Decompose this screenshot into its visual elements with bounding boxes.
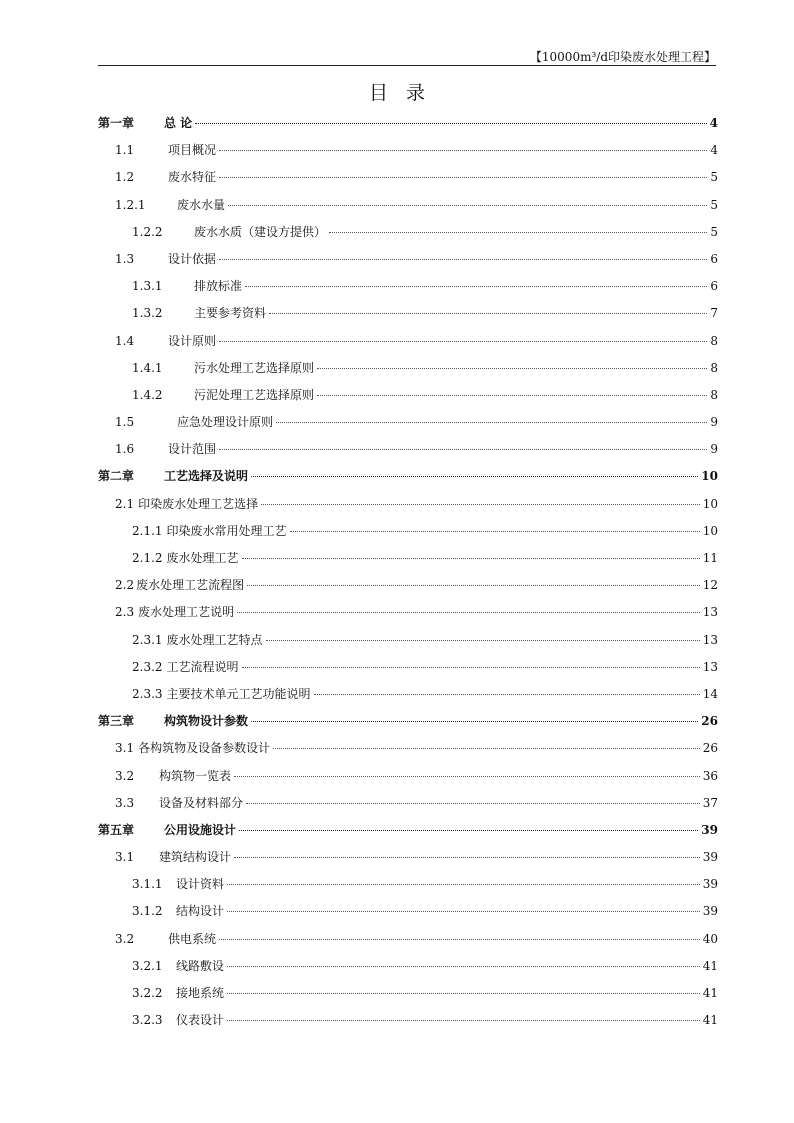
toc-number: 3.2.2: [132, 986, 163, 1000]
toc-number: 1.3.1: [132, 279, 163, 294]
toc-page-number: 8: [710, 333, 718, 348]
header-rule: [98, 65, 716, 66]
toc-label: 公用设施设计: [164, 822, 237, 837]
toc-entry[interactable]: [98, 1011, 718, 1038]
toc-number: 1.5: [115, 415, 135, 430]
toc-label: 废水处理工艺特点: [166, 632, 263, 647]
toc-page-number: 7: [710, 306, 718, 321]
toc-number: 1.2.2: [132, 224, 163, 239]
page-title: 目录: [368, 82, 443, 104]
toc-entry[interactable]: [98, 332, 718, 359]
toc-leader: [266, 640, 700, 641]
toc-label: 废水水质（建设方提供）: [194, 224, 327, 239]
toc-number: 1.6: [115, 442, 135, 457]
toc-entry-chapter[interactable]: [98, 821, 718, 848]
toc-leader: [219, 939, 700, 940]
toc-number: 2.3.3: [132, 686, 163, 701]
toc-entry[interactable]: [98, 576, 718, 603]
toc-page-number: 26: [701, 714, 718, 729]
toc-number: 3.1: [115, 741, 135, 756]
toc-page-number: 9: [710, 442, 718, 457]
toc-page-number: 9: [710, 415, 718, 430]
toc-entry[interactable]: [98, 603, 718, 630]
toc-label: 各构筑物及设备参数设计: [138, 741, 271, 756]
toc-label: 项目概况: [168, 143, 217, 158]
toc-label: 设计原则: [168, 333, 217, 348]
toc-label: 构筑物设计参数: [164, 714, 249, 729]
toc-page-number: 6: [710, 279, 718, 294]
toc-entry[interactable]: [98, 522, 718, 549]
toc-entry-chapter[interactable]: [98, 467, 718, 494]
toc-leader: [261, 504, 700, 505]
toc-page-number: 8: [710, 387, 718, 402]
toc-number: 1.4.1: [132, 360, 163, 375]
toc-page-number: 14: [702, 686, 718, 701]
toc-leader: [329, 232, 707, 233]
toc-leader: [251, 476, 698, 477]
toc-number: 3.2: [115, 931, 135, 946]
toc-number: 3.2.1: [132, 958, 163, 973]
toc-label: 印染废水处理工艺选择: [138, 496, 259, 511]
toc-leader: [227, 911, 700, 912]
toc-page-number: 13: [702, 605, 718, 620]
toc-number: 2.3: [115, 605, 135, 620]
toc-label: 排放标准: [194, 279, 243, 294]
toc-leader: [317, 368, 707, 369]
toc-page-number: 6: [710, 251, 718, 266]
toc-label: 结构设计: [176, 904, 225, 919]
toc-page-number: 10: [702, 523, 718, 538]
toc-label: 印染废水常用处理工艺: [166, 523, 287, 538]
toc-page-number: 26: [702, 741, 718, 756]
toc-number: 2.3.2: [132, 659, 163, 674]
toc-number: 1.1: [115, 143, 135, 158]
toc-page-number: 40: [702, 931, 718, 946]
toc-page-number: 10: [702, 496, 718, 511]
toc-leader: [228, 205, 707, 206]
toc-leader: [227, 993, 700, 994]
toc-label: 接地系统: [176, 986, 225, 1000]
toc-page-number: 11: [702, 551, 718, 565]
toc-label: 工艺流程说明: [166, 659, 239, 674]
toc-label: 设计资料: [176, 877, 225, 892]
toc-number: 2.1: [115, 496, 135, 511]
toc-page-number: 39: [701, 822, 718, 837]
toc-leader: [269, 313, 707, 314]
toc-page-number: 13: [702, 632, 718, 647]
toc-number: 第二章: [98, 469, 135, 484]
toc-leader: [219, 150, 707, 151]
toc-page-number: 5: [710, 170, 718, 185]
toc-number: 1.2: [115, 170, 135, 185]
toc-number: 3.1: [115, 850, 135, 865]
toc-leader: [245, 286, 707, 287]
toc-entry[interactable]: [98, 875, 718, 902]
toc-page-number: 5: [710, 224, 718, 239]
toc-leader: [219, 449, 707, 450]
toc-page-number: 8: [710, 360, 718, 375]
toc-leader: [251, 721, 698, 722]
toc-entry[interactable]: [98, 957, 718, 984]
toc-page-number: 41: [702, 986, 718, 1000]
toc-number: 2.1.2: [132, 551, 163, 565]
toc-page-number: 5: [710, 197, 718, 212]
toc-page-number: 4: [709, 116, 718, 130]
toc-entry[interactable]: [98, 250, 718, 277]
toc-entry[interactable]: [98, 984, 718, 1011]
toc-entry[interactable]: [98, 902, 718, 929]
toc-entry[interactable]: [98, 168, 718, 195]
toc-entry[interactable]: [98, 196, 718, 223]
toc-label: 污泥处理工艺选择原则: [194, 387, 315, 402]
toc-entry[interactable]: [98, 685, 718, 712]
toc-entry[interactable]: [98, 359, 718, 386]
toc-label: 建筑结构设计: [159, 850, 232, 865]
toc-number: 3.3: [115, 795, 135, 810]
toc-label: 主要技术单元工艺功能说明: [166, 686, 311, 701]
toc-leader: [246, 803, 700, 804]
toc-entry[interactable]: [98, 440, 718, 467]
toc-entry[interactable]: [98, 141, 718, 168]
toc-label: 总 论: [164, 116, 193, 130]
toc-entry[interactable]: [98, 794, 718, 821]
toc-entry-chapter[interactable]: [98, 114, 718, 141]
toc-label: 废水处理工艺: [166, 551, 239, 565]
toc-entry[interactable]: [98, 413, 718, 440]
toc-number: 第一章: [98, 116, 135, 130]
toc-label: 应急处理设计原则: [177, 415, 274, 430]
toc-leader: [227, 966, 700, 967]
toc-label: 污水处理工艺选择原则: [194, 360, 315, 375]
toc-label: 设计依据: [168, 251, 217, 266]
toc-page-number: 37: [702, 795, 718, 810]
toc-entry[interactable]: [98, 304, 718, 331]
toc-page-number: 39: [702, 877, 718, 892]
toc-number: 1.3.2: [132, 306, 163, 321]
toc-number: 1.4.2: [132, 387, 163, 402]
toc-leader: [219, 259, 707, 260]
toc-number: 2.1.1: [132, 523, 163, 538]
toc-leader: [317, 395, 707, 396]
toc-page-number: 4: [710, 143, 718, 158]
toc-leader: [242, 667, 700, 668]
toc-leader: [314, 694, 700, 695]
toc-entry[interactable]: [98, 631, 718, 658]
table-of-contents: [98, 114, 718, 1038]
running-header: 【10000m³/d印染废水处理工程】: [529, 50, 716, 64]
toc-number: 3.2.3: [132, 1013, 163, 1028]
toc-label: 废水处理工艺说明: [138, 605, 235, 620]
toc-leader: [242, 558, 700, 559]
toc-number: 2.2: [115, 578, 135, 593]
toc-entry-chapter[interactable]: [98, 712, 718, 739]
toc-entry[interactable]: [98, 549, 718, 576]
toc-leader: [227, 884, 700, 885]
toc-page-number: 39: [702, 904, 718, 919]
toc-leader: [239, 830, 698, 831]
toc-entry[interactable]: [98, 277, 718, 304]
toc-entry[interactable]: [98, 767, 718, 794]
toc-number: 3.1.1: [132, 877, 163, 892]
toc-leader: [273, 748, 700, 749]
toc-entry[interactable]: [98, 848, 718, 875]
toc-leader: [247, 585, 700, 586]
toc-number: 3.1.2: [132, 904, 163, 919]
toc-leader: [276, 422, 707, 423]
toc-page-number: 41: [702, 1013, 718, 1028]
toc-number: 1.3: [115, 251, 135, 266]
toc-label: 供电系统: [168, 931, 217, 946]
toc-entry[interactable]: [98, 495, 718, 522]
toc-leader: [237, 612, 700, 613]
toc-label: 废水水量: [177, 197, 226, 212]
toc-entry[interactable]: [98, 658, 718, 685]
toc-leader: [234, 857, 700, 858]
toc-leader: [290, 531, 700, 532]
toc-page-number: 12: [702, 578, 718, 593]
toc-number: 1.2.1: [115, 197, 146, 212]
toc-label: 废水处理工艺流程图: [136, 578, 245, 593]
toc-number: 2.3.1: [132, 632, 163, 647]
toc-leader: [219, 177, 707, 178]
toc-label: 线路敷设: [176, 958, 225, 973]
toc-page-number: 36: [702, 768, 718, 783]
toc-label: 主要参考资料: [194, 306, 267, 321]
toc-leader: [234, 776, 700, 777]
toc-label: 构筑物一览表: [159, 768, 232, 783]
toc-leader: [227, 1020, 700, 1021]
toc-entry[interactable]: [98, 386, 718, 413]
toc-number: 1.4: [115, 333, 135, 348]
toc-page-number: 41: [702, 958, 718, 973]
toc-page-number: 13: [702, 659, 718, 674]
toc-label: 设计范围: [168, 442, 217, 457]
toc-label: 工艺选择及说明: [164, 469, 249, 484]
toc-number: 3.2: [115, 768, 135, 783]
toc-entry[interactable]: [98, 930, 718, 957]
toc-number: 第三章: [98, 714, 135, 729]
toc-page-number: 10: [701, 469, 718, 484]
toc-page-number: 39: [702, 850, 718, 865]
toc-label: 仪表设计: [176, 1013, 225, 1028]
toc-leader: [219, 341, 707, 342]
toc-leader: [195, 123, 706, 124]
toc-label: 设备及材料部分: [159, 795, 244, 810]
toc-entry[interactable]: [98, 739, 718, 766]
toc-entry[interactable]: [98, 223, 718, 250]
toc-number: 第五章: [98, 822, 135, 837]
toc-label: 废水特征: [168, 170, 217, 185]
